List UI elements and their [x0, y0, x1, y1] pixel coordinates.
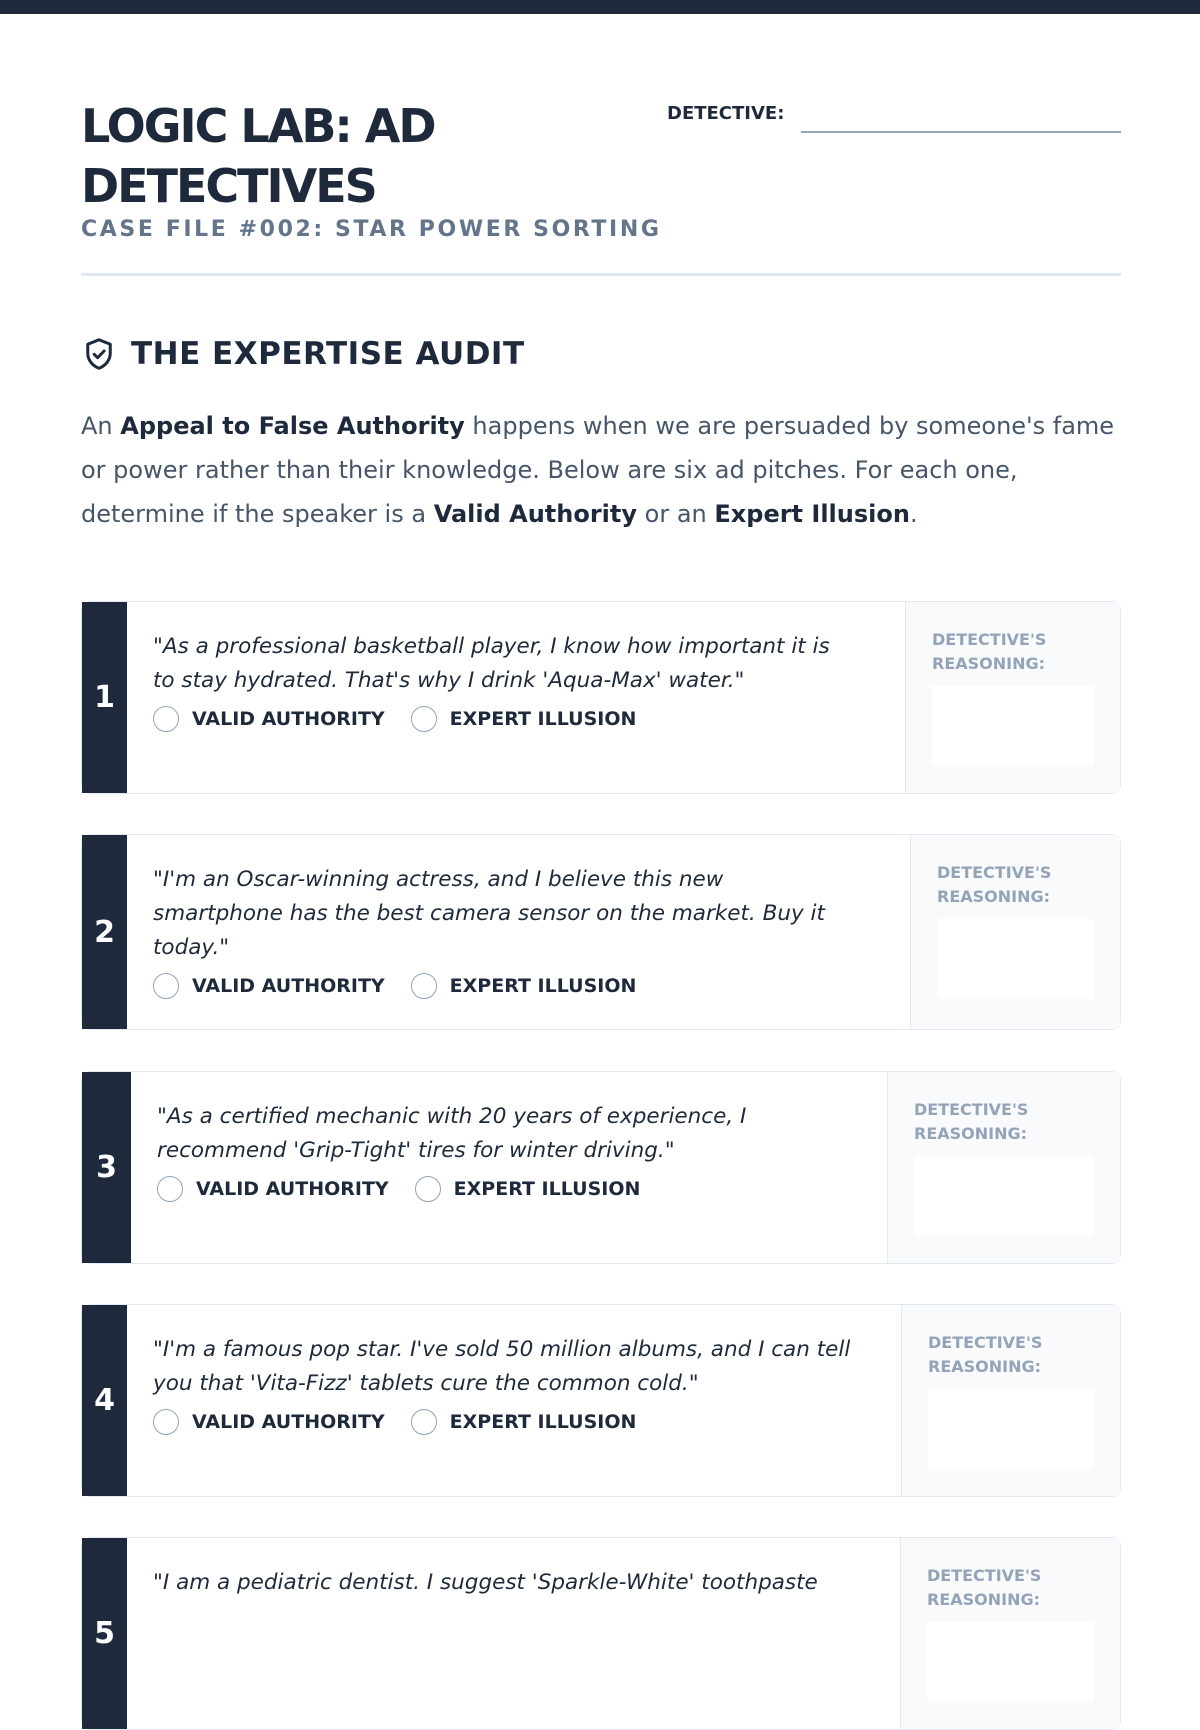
reasoning-label: DETECTIVE'S REASONING: — [927, 1566, 1042, 1609]
intro-text: or an — [637, 500, 715, 528]
answer-options — [153, 1409, 867, 1435]
option-label: VALID AUTHORITY — [196, 1178, 389, 1200]
card-number: 4 — [82, 1305, 127, 1496]
card-body — [131, 1072, 871, 1202]
intro-text: An — [81, 412, 121, 440]
radio-button[interactable] — [153, 1409, 179, 1435]
radio-button[interactable] — [157, 1176, 183, 1202]
ad-card-3 — [81, 1071, 1121, 1264]
page-subtitle: CASE FILE #002: STAR POWER SORTING — [81, 217, 662, 242]
intro-text: happens when we are persuaded by someone's fame or power rather than their knowledge. Below are six ad pitches. For each one, determine if the speaker is a — [81, 412, 1115, 528]
reasoning-panel — [910, 835, 1120, 1029]
radio-button[interactable] — [153, 706, 179, 732]
option-valid-authority[interactable] — [153, 1409, 385, 1435]
radio-button[interactable] — [153, 973, 179, 999]
page-title: LOGIC LAB: AD DETECTIVES — [81, 99, 435, 213]
top-bar — [0, 0, 1200, 14]
card-number: 1 — [82, 602, 127, 793]
intro-text: . — [909, 500, 918, 528]
option-valid-authority[interactable] — [153, 706, 385, 732]
option-label: EXPERT ILLUSION — [449, 975, 637, 997]
radio-button[interactable] — [411, 1409, 437, 1435]
radio-button[interactable] — [415, 1176, 441, 1202]
card-number: 3 — [82, 1072, 131, 1263]
reasoning-panel — [900, 1538, 1120, 1729]
answer-options — [153, 706, 858, 732]
reasoning-input[interactable] — [914, 1156, 1094, 1236]
answer-options — [153, 973, 847, 999]
answer-options — [157, 1176, 871, 1202]
detective-name-field[interactable] — [801, 131, 1121, 133]
intro-term-expert-illusion: Expert Illusion — [714, 500, 910, 528]
card-body — [127, 602, 858, 732]
card-number: 5 — [82, 1538, 127, 1729]
ad-quote: "As a certified mechanic with 20 years of experience, I recommend 'Grip-Tight' tires for winter driving." — [157, 1104, 747, 1163]
reasoning-input[interactable] — [928, 1389, 1094, 1469]
reasoning-input[interactable] — [937, 919, 1094, 999]
intro-term-valid-authority: Valid Authority — [433, 500, 638, 528]
reasoning-label: DETECTIVE'S REASONING: — [928, 1333, 1043, 1376]
ad-card-4 — [81, 1304, 1121, 1497]
radio-button[interactable] — [411, 973, 437, 999]
option-label: EXPERT ILLUSION — [449, 708, 637, 730]
option-expert-illusion[interactable] — [415, 1176, 641, 1202]
intro-term-false-authority: Appeal to False Authority — [120, 412, 465, 440]
reasoning-input[interactable] — [932, 686, 1094, 766]
ad-card-1 — [81, 601, 1121, 794]
option-label: VALID AUTHORITY — [192, 975, 385, 997]
card-body — [127, 1305, 867, 1435]
ad-card-5 — [81, 1537, 1121, 1730]
radio-button[interactable] — [411, 706, 437, 732]
option-label: VALID AUTHORITY — [192, 1411, 385, 1433]
header-divider — [81, 273, 1121, 276]
section-title: THE EXPERTISE AUDIT — [131, 336, 525, 372]
reasoning-label: DETECTIVE'S REASONING: — [914, 1100, 1029, 1143]
card-body — [127, 1538, 867, 1600]
reasoning-panel — [887, 1072, 1120, 1263]
option-expert-illusion[interactable] — [411, 973, 637, 999]
reasoning-label: DETECTIVE'S REASONING: — [937, 863, 1052, 906]
card-body — [127, 835, 847, 999]
card-number: 2 — [82, 835, 127, 1029]
section-heading — [81, 334, 525, 374]
option-expert-illusion[interactable] — [411, 706, 637, 732]
reasoning-panel — [901, 1305, 1120, 1496]
option-expert-illusion[interactable] — [411, 1409, 637, 1435]
ad-quote: "I'm an Oscar-winning actress, and I believe this new smartphone has the best camera sensor on the market. Buy it today." — [153, 867, 825, 960]
reasoning-panel — [905, 602, 1120, 793]
option-label: EXPERT ILLUSION — [449, 1411, 637, 1433]
option-valid-authority[interactable] — [157, 1176, 389, 1202]
option-label: VALID AUTHORITY — [192, 708, 385, 730]
ad-card-2 — [81, 834, 1121, 1030]
ad-quote: "I'm a famous pop star. I've sold 50 million albums, and I can tell you that 'Vita-Fizz' tablets cure the common cold." — [153, 1337, 851, 1396]
reasoning-label: DETECTIVE'S REASONING: — [932, 630, 1047, 673]
shield-check-icon — [81, 335, 117, 373]
ad-quote: "As a professional basketball player, I know how important it is to stay hydrated. That's why I drink 'Aqua-Max' water." — [153, 634, 830, 693]
reasoning-input[interactable] — [927, 1622, 1094, 1702]
option-valid-authority[interactable] — [153, 973, 385, 999]
ad-quote: "I am a pediatric dentist. I suggest 'Sparkle-White' toothpaste — [153, 1570, 818, 1595]
detective-name-label: DETECTIVE: — [667, 103, 785, 124]
option-label: EXPERT ILLUSION — [453, 1178, 641, 1200]
intro-paragraph — [81, 404, 1121, 536]
